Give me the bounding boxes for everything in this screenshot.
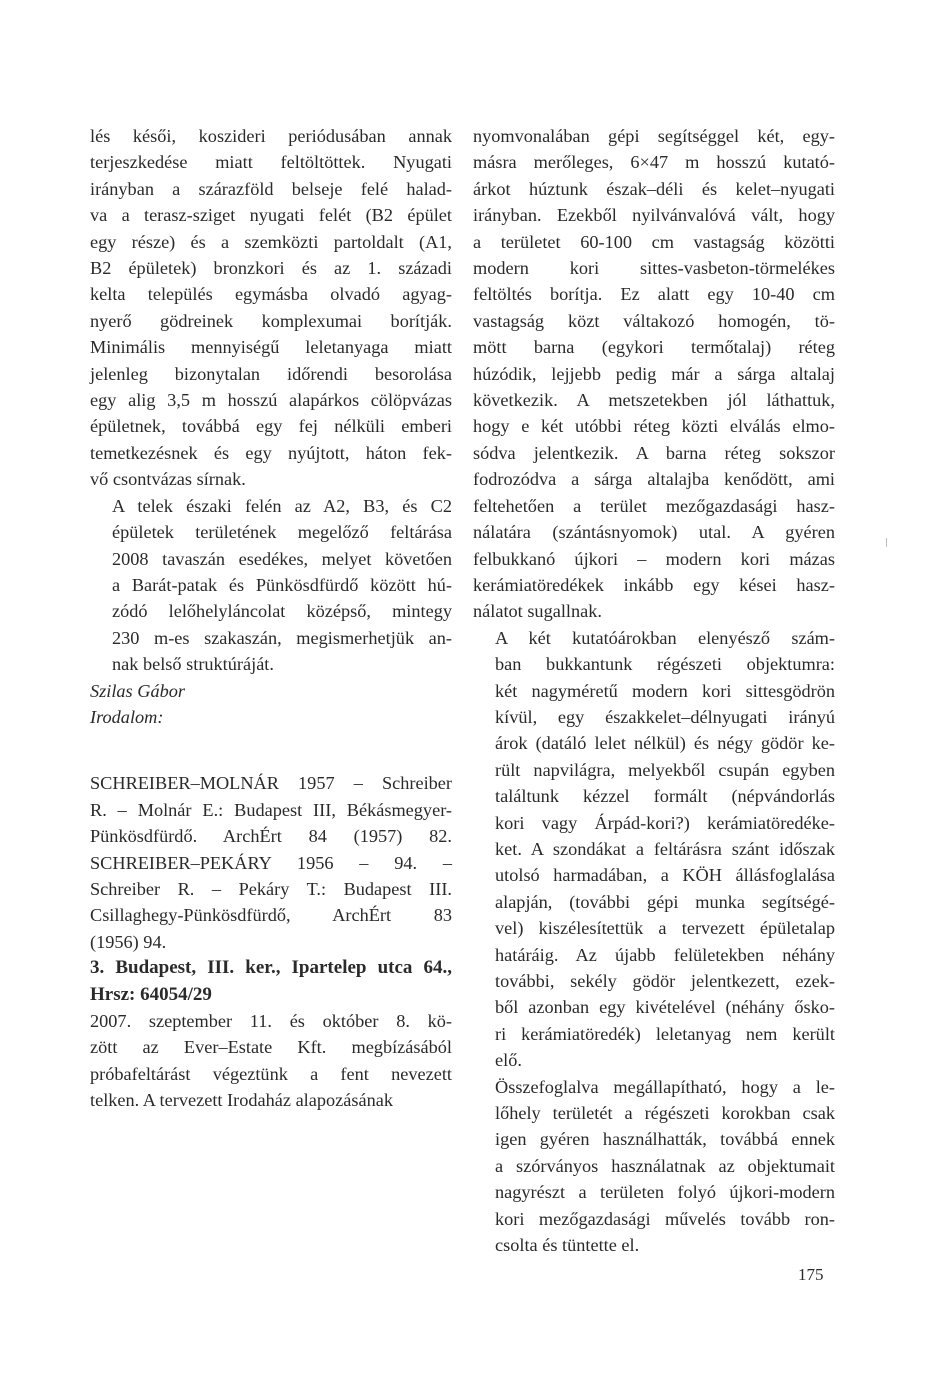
text-line: 2007. szeptember 11. és október 8. kö- — [90, 1011, 452, 1031]
text-line: feltehetően a terület mezőgazdasági hasz- — [473, 495, 835, 516]
text-line: próbafeltárást végeztünk a fent nevezett — [90, 1063, 452, 1084]
text-line: modern kori sittes-vasbeton-törmelékes — [473, 258, 835, 279]
text-line: terjeszkedése miatt feltöltöttek. Nyugati — [90, 152, 452, 173]
text-line: vastagság közt váltakozó homogén, tö- — [473, 310, 835, 331]
text-line: feltöltés borítja. Ez alatt egy 10-40 cm — [473, 284, 835, 305]
text-line: (1956) 94. — [90, 931, 167, 952]
margin-mark — [886, 538, 887, 547]
text-line: B2 épületek) bronzkori és az 1. századi — [90, 258, 452, 279]
text-line: vel) kiszélesítettük a tervezett épületalap — [495, 918, 835, 939]
text-line: épületek területének megelőző feltárása — [112, 522, 452, 543]
text-line: rült napvilágra, melyekből csupán egyben — [495, 759, 835, 780]
text-line: egy része) és a szemközti partoldalt (A1, — [90, 231, 452, 252]
text-line: ből azonban egy kivételével (néhány ősko- — [495, 997, 835, 1018]
text-line: utolsó harmadában, a KÖH állásfoglalása — [495, 865, 835, 886]
text-line: zött az Ever–Estate Kft. megbízásából — [90, 1037, 452, 1058]
text-line: árkot húztunk észak–déli és kelet–nyugati — [473, 178, 835, 199]
text-line: Minimális mennyiségű leletanyaga miatt — [90, 337, 452, 358]
text-line: fodrozódva a sárga altalajba kenődött, ami — [473, 469, 835, 490]
text-line: Schreiber R. – Pekáry T.: Budapest III. — [90, 878, 452, 899]
text-line: A telek északi felén az A2, B3, és C2 — [112, 495, 452, 516]
text-line: ban bukkantunk régészeti objektumra: — [495, 654, 835, 675]
text-line: két nagyméretű modern kori sittesgödrön — [495, 680, 835, 701]
text-line: lőhely területét a régészeti korokban csak — [495, 1103, 835, 1124]
text-line: nálatára (szántásnyomok) utal. A gyéren — [473, 522, 835, 543]
text-line: húzódik, lejjebb pedig már a sárga altalaj — [473, 363, 835, 384]
right-column — [473, 123, 835, 1258]
text-line: Csillaghegy-Pünkösdfürdő, ArchÉrt 83 — [90, 905, 452, 926]
text-line: kelta település egymásba olvadó agyag- — [90, 284, 452, 305]
text-line: másra merőleges, 6×47 m hosszú kutató- — [473, 152, 835, 173]
text-line: Hrsz: 64054/29 — [90, 983, 212, 1005]
text-line: épületnek, továbbá egy fej nélküli emberi — [90, 416, 452, 437]
text-line: elő. — [495, 1050, 522, 1071]
section-title — [90, 955, 452, 1008]
text-line: SCHREIBER–MOLNÁR 1957 – Schreiber — [90, 773, 452, 794]
text-line: kerámiatöredékek inkább egy kései hasz- — [473, 574, 835, 595]
text-line: a Barát-patak és Pünkösdfürdő között hú- — [112, 574, 452, 595]
text-line: következik. A metszetekben jól láthattuk, — [473, 390, 835, 411]
text-line: 230 m-es szakaszán, megismerhetjük an- — [112, 627, 452, 648]
text-line: irányban. Ezekből nyilvánvalóvá vált, hogy — [473, 205, 835, 226]
text-line: alapján, (további gépi munka segítségé- — [495, 891, 835, 912]
text-line: Összefoglalva megállapítható, hogy a le- — [495, 1076, 835, 1097]
section-body-paragraph — [90, 1008, 452, 1114]
text-line: nak belső struktúráját. — [112, 654, 274, 675]
page-number: 175 — [798, 1265, 824, 1284]
text-line: felbukkanó újkori – modern kori mázas — [473, 548, 835, 569]
right-paragraph-2 — [473, 625, 835, 1074]
text-line: SCHREIBER–PEKÁRY 1956 – 94. – — [90, 852, 452, 873]
text-line: találtunk kézzel formált (népvándorlás — [495, 786, 835, 807]
text-line: R. – Molnár E.: Budapest III, Békásmegyer- — [90, 799, 452, 820]
text-line: 3. Budapest, III. ker., Ipartelep utca 64., — [90, 957, 452, 979]
text-line: kívül, egy északkelet–délnyugati irányú — [495, 706, 835, 727]
text-line: további, sekély gödör jelentkezett, ezek- — [495, 971, 835, 991]
text-line: telken. A tervezett Irodaház alapozásának — [90, 1090, 394, 1111]
text-line: a területet 60-100 cm vastagság közötti — [473, 231, 835, 252]
text-line: ri kerámiatöredék) leletanyag nem került — [495, 1023, 835, 1044]
text-line: A két kutatóárokban elenyésző szám- — [495, 627, 835, 648]
text-line: ket. A szondákat a feltárásra szánt időszak — [495, 838, 835, 859]
text-line: nagyrészt a területen folyó újkori-modern — [495, 1182, 835, 1203]
text-line: nyerő gödreinek komplexumai borítják. — [90, 310, 452, 331]
text-line: igen gyéren használhatták, továbbá ennek — [495, 1129, 835, 1150]
text-line: jelenleg bizonytalan időrendi besorolása — [90, 363, 452, 384]
text-line: hogy e két utóbbi réteg közti elválás elmo- — [473, 416, 835, 437]
text-line: kori mezőgazdasági művelés tovább ron- — [495, 1208, 835, 1229]
right-paragraph-3 — [473, 1074, 835, 1259]
literature-heading: Irodalom: — [90, 706, 164, 727]
left-column — [90, 123, 452, 1114]
right-paragraph-1 — [473, 123, 835, 625]
text-line: irányban a szárazföld belseje felé halad- — [90, 178, 452, 199]
left-paragraph-1 — [90, 123, 452, 493]
text-line: zódó lelőhelyláncolat középső, mintegy — [112, 601, 452, 622]
text-line: határáig. Az újabb felületekben néhány — [495, 944, 835, 965]
text-line: árok (datáló lelet nélkül) és négy gödör ke- — [495, 733, 835, 754]
reference-list — [90, 770, 452, 955]
text-line: a szórványos használatnak az objektumait — [495, 1155, 835, 1176]
text-line: temetkezésnek és egy nyújtott, háton fek- — [90, 442, 452, 463]
text-line: mött barna (egykori termőtalaj) réteg — [473, 337, 835, 358]
text-line: sódva jelentkezik. A barna réteg sokszor — [473, 442, 835, 463]
text-line: egy alig 3,5 m hosszú alapárkos cölöpvázas — [90, 390, 452, 411]
text-line: Pünkösdfürdő. ArchÉrt 84 (1957) 82. — [90, 826, 452, 847]
text-line: vő csontvázas sírnak. — [90, 469, 246, 490]
left-paragraph-2 — [90, 493, 452, 678]
text-line: va a terasz-sziget nyugati felét (B2 épület — [90, 205, 452, 226]
text-line: nálatot sugallnak. — [473, 601, 602, 622]
author-signature: Szilas Gábor — [90, 680, 185, 701]
text-line: lés késői, koszideri periódusában annak — [90, 126, 452, 146]
text-line: 2008 tavaszán esedékes, melyet követően — [112, 548, 452, 569]
text-line: csolta és tüntette el. — [495, 1235, 640, 1256]
reference-entries — [90, 770, 452, 955]
text-line: nyomvonalában gépi segítséggel két, egy- — [473, 126, 835, 146]
text-line: kori vagy Árpád-kori?) kerámiatöredéke- — [495, 812, 835, 833]
